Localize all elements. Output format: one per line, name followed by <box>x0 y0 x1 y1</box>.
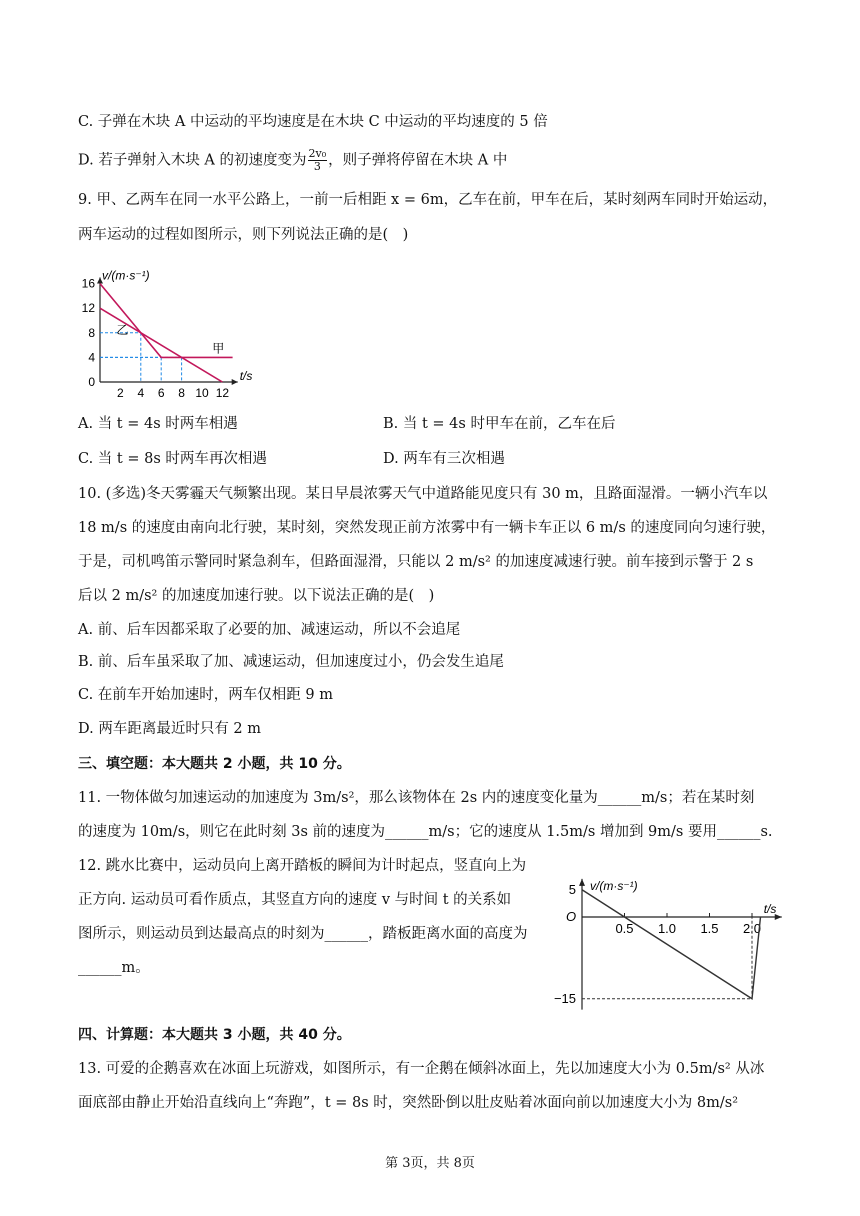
x-axis-label: t/s <box>239 369 253 383</box>
y-tick-label: 16 <box>81 276 95 291</box>
series-label-yi: 乙 <box>116 322 129 337</box>
x-tick-label: 0.5 <box>615 921 634 936</box>
q10-stem-line2: 18 m/s 的速度由南向北行驶，某时刻，突然发现正前方浓雾中有一辆卡车正以 6 m/s 的速度同向匀速行驶， <box>78 520 776 536</box>
x-tick-label: 1.0 <box>657 921 677 936</box>
q13-line2: 面底部由静止开始沿直线向上“奔跑”，t = 8s 时，突然卧倒以肚皮贴着冰面向前以加速度大小为 8m/s² <box>78 1095 739 1111</box>
x-tick-label: 1.5 <box>700 921 719 936</box>
y-axis-label: v/(m·s⁻¹) <box>590 878 638 893</box>
q13-line1: 13. 可爱的企鹅喜欢在冰面上玩游戏，如图所示，有一企鹅在倾斜冰面上，先以加速度大小为 0.5m/s² 从冰 <box>78 1061 765 1077</box>
page-footer: 第 3页，共 8页 <box>385 1156 475 1171</box>
q8d-suffix: ，则子弹将停留在木块 A 中 <box>328 152 508 169</box>
x-axis-arrow <box>232 379 238 385</box>
q9-stem-line2: 两车运动的过程如图所示，则下列说法正确的是( ) <box>78 227 409 243</box>
q10-option-d: D. 两车距离最近时只有 2 m <box>78 721 262 737</box>
q12-line3: 图所示，则运动员到达最高点的时刻为______，踏板距离水面的高度为 <box>78 926 528 942</box>
y-tick-label: 8 <box>88 325 95 340</box>
q8-option-c: C. 子弹在木块 A 中运动的平均速度是在木块 C 中运动的平均速度的 5 倍 <box>78 114 548 130</box>
x-tick-label: 6 <box>157 386 165 398</box>
q9-option-a: A. 当 t = 4s 时两车相遇 <box>78 416 238 432</box>
x-tick-label: 8 <box>178 386 185 398</box>
q12-line4: ______m。 <box>78 960 150 976</box>
q9-stem-line1: 9. 甲、乙两车在同一水平公路上，一前一后相距 x = 6m，乙车在前，甲车在后，某时刻两车同时开始运动， <box>78 192 778 208</box>
q12-line1: 12. 跳水比赛中，运动员向上离开踏板的瞬间为计时起点，竖直向上为 <box>78 858 527 874</box>
series-line-2 <box>100 308 225 382</box>
x-tick-label: 2.0 <box>742 921 762 936</box>
q12-line2: 正方向. 运动员可看作质点，其竖直方向的速度 v 与时间 t 的关系如 <box>78 892 512 908</box>
y-tick-label: 4 <box>88 350 95 365</box>
y-tick-label: 12 <box>81 301 95 316</box>
q10-stem-line3: 于是，司机鸣笛示警同时紧急刹车，但路面湿滑，只能以 2 m/s² 的加速度减速行驶。前车接到示警于 2 s <box>78 554 754 570</box>
q9-vt-chart <box>74 258 260 398</box>
section-4-heading: 四、计算题：本大题共 3 小题，共 40 分。 <box>78 1027 351 1043</box>
q12-vt-chart <box>548 855 788 1015</box>
series-line <box>582 890 761 999</box>
q10-option-a: A. 前、后车因都采取了必要的加、减速运动，所以不会追尾 <box>78 622 461 638</box>
q10-option-b: B. 前、后车虽采取了加、减速运动，但加速度过小，仍会发生追尾 <box>78 654 504 670</box>
q11-line2: 的速度为 10m/s，则它在此时刻 3s 前的速度为______m/s；它的速度从 1.5m/s 增加到 9m/s 要用______s. <box>78 824 773 840</box>
y-axis-label: v/(m·s⁻¹) <box>102 268 150 283</box>
x-tick-label: 10 <box>195 386 209 398</box>
y-axis-arrow <box>579 879 585 886</box>
q10-stem-line1: 10. (多选)冬天雾霾天气频繁出现。某日早晨浓雾天气中道路能见度只有 30 m，且路面湿滑。一辆小汽车以 <box>78 486 768 502</box>
q8d-fraction-denominator: 3 <box>313 160 321 173</box>
q9-option-c: C. 当 t = 8s 时两车再次相遇 <box>78 451 267 467</box>
section-3-heading: 三、填空题：本大题共 2 小题，共 10 分。 <box>78 756 351 772</box>
q9-option-d: D. 两车有三次相遇 <box>383 451 505 467</box>
origin-label: O <box>566 909 577 924</box>
q10-stem-line4: 后以 2 m/s² 的加速度加速行驶。以下说法正确的是( ) <box>78 588 435 604</box>
y-tick-label: 5 <box>568 881 576 897</box>
q10-option-c: C. 在前车开始加速时，两车仅相距 9 m <box>78 687 333 703</box>
x-tick-label: 4 <box>137 386 145 398</box>
y-tick-label: 0 <box>88 375 95 389</box>
q8-option-d <box>78 148 507 173</box>
y-tick-label: −15 <box>553 990 576 1006</box>
x-axis-label: t/s <box>763 902 777 916</box>
q8d-fraction <box>308 148 328 173</box>
series-label-jia: 甲 <box>212 341 225 356</box>
q8d-prefix: D. 若子弹射入木块 A 的初速度变为 <box>78 152 307 169</box>
q11-line1: 11. 一物体做匀加速运动的加速度为 3m/s²，那么该物体在 2s 内的速度变化量为______m/s；若在某时刻 <box>78 790 755 806</box>
x-tick-label: 2 <box>117 386 124 398</box>
x-tick-label: 12 <box>215 386 230 398</box>
q8d-fraction-numerator: 2v₀ <box>308 147 327 160</box>
q9-option-b: B. 当 t = 4s 时甲车在前，乙车在后 <box>383 416 616 432</box>
